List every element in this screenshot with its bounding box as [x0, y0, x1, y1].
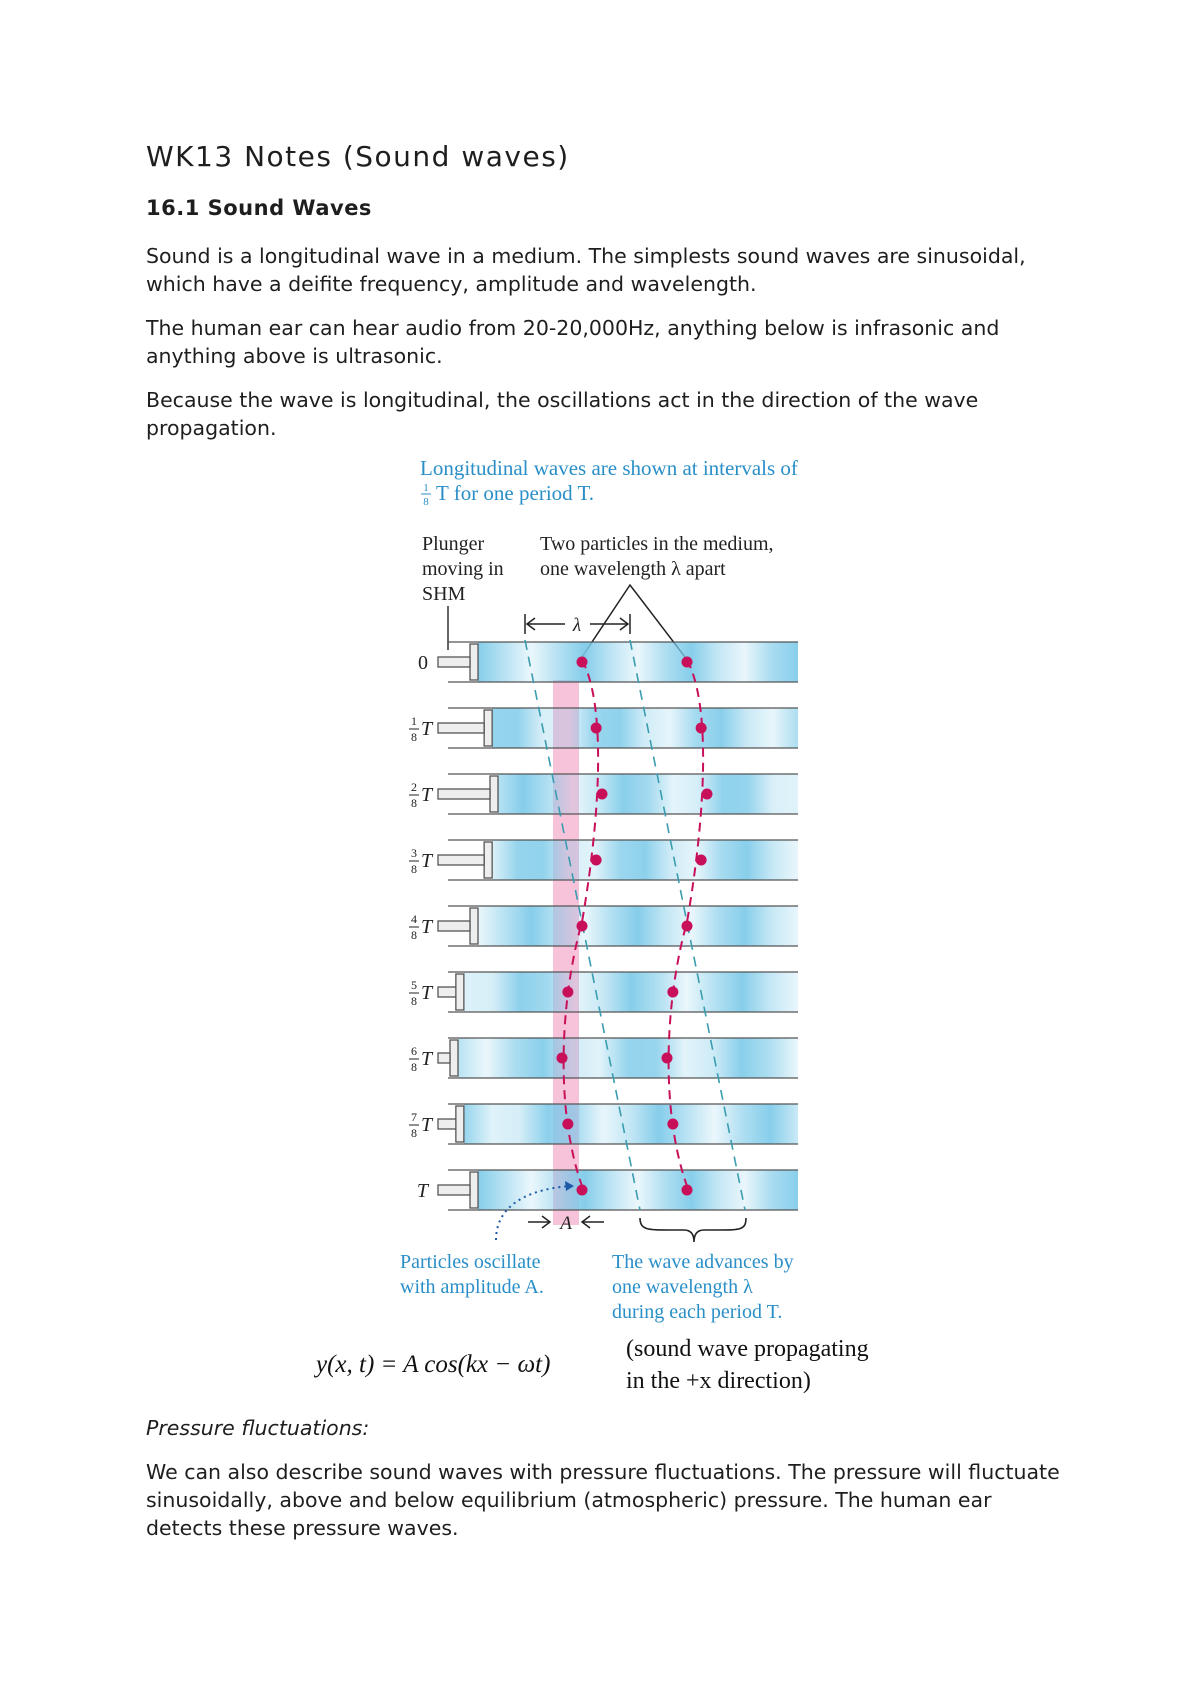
particle-dot — [667, 1119, 678, 1130]
particle-dot — [591, 855, 602, 866]
time-frac-num: 1 — [411, 714, 417, 728]
tube-fill — [464, 972, 798, 1012]
tube-row-3 — [409, 840, 798, 880]
document-title: WK13 Notes (Sound waves) — [146, 140, 570, 173]
particles-label-1: Two particles in the medium, — [540, 533, 774, 555]
paragraph-3: Because the wave is longitudinal, the oscillations act in the direction of the wave propagation. — [146, 388, 979, 440]
time-label: T — [421, 1048, 433, 1070]
time-frac-num: 2 — [411, 780, 417, 794]
plunger-label-2: moving in — [422, 558, 504, 580]
caption-left-1: Particles oscillate — [400, 1251, 541, 1273]
time-frac-num: 6 — [411, 1044, 417, 1058]
pressure-paragraph: We can also describe sound waves with pressure fluctuations. The pressure will fluctuate sinusoidally, above and below equilibrium (atmospheric) pressure. The human ear detects these pressure waves. — [146, 1460, 1060, 1540]
paragraph-1: Sound is a longitudinal wave in a medium. The simplests sound waves are sinusoidal, which have a deifite frequency, amplitude and wavelength. — [146, 244, 1026, 296]
time-label: T — [421, 1114, 433, 1136]
time-label: T — [421, 982, 433, 1004]
time-frac-den: 8 — [411, 1060, 417, 1074]
tube-fill — [478, 1170, 798, 1210]
plunger-icon — [438, 1040, 458, 1076]
particle-dot — [577, 1185, 588, 1196]
plunger-icon — [438, 710, 492, 746]
equation-note-2: in the +x direction) — [626, 1368, 811, 1394]
particle-dot — [562, 987, 573, 998]
particle-dot — [597, 789, 608, 800]
particle-dot — [662, 1053, 673, 1064]
tube-row-6 — [409, 1038, 798, 1078]
equation-note-1: (sound wave propagating — [626, 1336, 869, 1362]
time-label: T — [416, 1180, 428, 1202]
plunger-label-3: SHM — [422, 583, 466, 605]
caption-right-3: during each period T. — [612, 1301, 783, 1323]
particle-dot — [577, 921, 588, 932]
tube-row-4 — [409, 906, 798, 946]
time-frac-num: 3 — [411, 846, 417, 860]
plunger-icon — [438, 1172, 478, 1208]
lambda-symbol: λ — [572, 615, 582, 636]
wave-equation: y(x, t) = A cos(kx − ωt) — [316, 1351, 551, 1378]
figure-caption-top-line1: Longitudinal waves are shown at intervals of — [420, 456, 798, 480]
wavelength-brace — [640, 1218, 746, 1242]
plunger-icon — [438, 974, 464, 1010]
particle-dot — [682, 1185, 693, 1196]
time-frac-den: 8 — [411, 928, 417, 942]
time-label: 0 — [418, 652, 428, 674]
figure-caption-frac-den: 8 — [423, 496, 429, 508]
time-label: T — [421, 718, 433, 740]
tube-row-7 — [409, 1104, 798, 1144]
time-label: T — [421, 916, 433, 938]
tube-fill — [458, 1038, 798, 1078]
time-frac-den: 8 — [411, 796, 417, 810]
tube-fill — [478, 906, 798, 946]
particle-dot — [667, 987, 678, 998]
tube-rows — [409, 642, 798, 1210]
paragraph-2: The human ear can hear audio from 20-20,000Hz, anything below is infrasonic and anything above is ultrasonic. — [146, 316, 1000, 368]
pressure-subheading: Pressure fluctuations: — [146, 1416, 370, 1440]
caption-right-1: The wave advances by — [612, 1251, 794, 1273]
particle-dot — [562, 1119, 573, 1130]
wavelength-marker — [525, 614, 630, 636]
particle-dot — [696, 723, 707, 734]
section-heading: 16.1 Sound Waves — [146, 196, 372, 220]
particle-dot — [696, 855, 707, 866]
tube-row-0 — [418, 642, 798, 682]
particle-dot — [557, 1053, 568, 1064]
particle-dot — [591, 723, 602, 734]
time-frac-num: 4 — [411, 912, 417, 926]
particle-dot — [682, 657, 693, 668]
time-label: T — [421, 784, 433, 806]
plunger-icon — [438, 1106, 464, 1142]
plunger-icon — [438, 776, 498, 812]
tube-fill — [498, 774, 798, 814]
caption-left-2: with amplitude A. — [400, 1276, 544, 1298]
time-frac-den: 8 — [411, 994, 417, 1008]
plunger-icon — [438, 908, 478, 944]
time-label: T — [421, 850, 433, 872]
caption-right-2: one wavelength λ — [612, 1276, 753, 1298]
tube-fill — [464, 1104, 798, 1144]
plunger-icon — [438, 644, 478, 680]
plunger-label-1: Plunger — [422, 533, 485, 555]
plunger-icon — [438, 842, 492, 878]
time-frac-num: 5 — [411, 978, 417, 992]
amplitude-symbol: A — [560, 1213, 572, 1234]
figure-caption-top-line2: T for one period T. — [436, 481, 595, 505]
time-frac-den: 8 — [411, 862, 417, 876]
time-frac-den: 8 — [411, 730, 417, 744]
particle-dot — [682, 921, 693, 932]
tube-row-1 — [409, 708, 798, 748]
particle-dot — [577, 657, 588, 668]
time-frac-den: 8 — [411, 1126, 417, 1140]
time-frac-num: 7 — [411, 1110, 417, 1124]
tube-fill — [492, 840, 798, 880]
tube-row-5 — [409, 972, 798, 1012]
particle-dot — [702, 789, 713, 800]
particles-label-2: one wavelength λ apart — [540, 558, 726, 580]
figure-caption-frac-num: 1 — [423, 482, 429, 494]
